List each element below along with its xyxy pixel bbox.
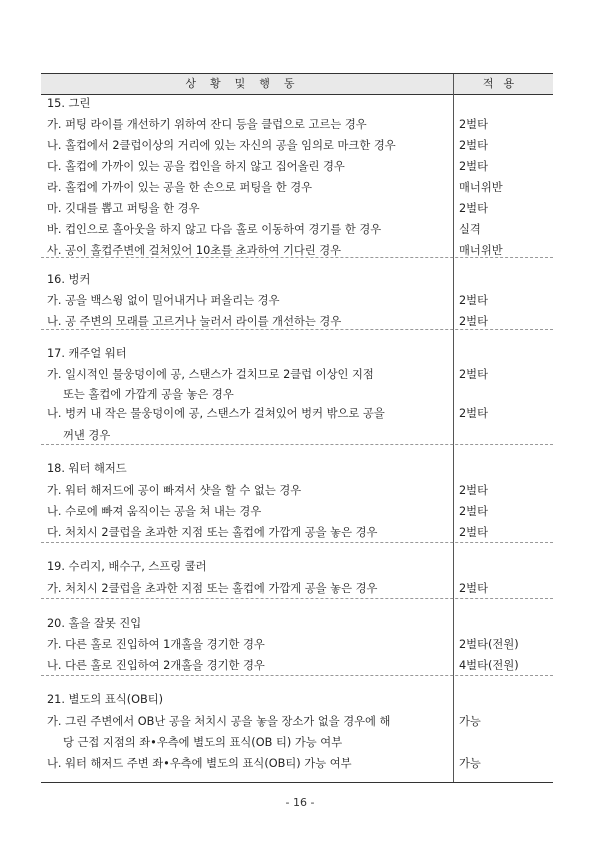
rule-21-2: 나. 워터 해저드 주변 좌•우측에 별도의 표식(OB티) 가능 여부 (47, 757, 352, 770)
rule-16-2: 나. 공 주변의 모래를 고르거나 눌러서 라이를 개선하는 경우 (47, 315, 342, 328)
penalty-17-1: 2벌타 (459, 368, 489, 381)
penalty-17-2: 2벌타 (459, 407, 489, 420)
divider (41, 444, 553, 445)
rules-table (41, 73, 553, 783)
penalty-18-1: 2벌타 (459, 484, 489, 497)
section-18-title: 18. 워터 해저드 (47, 462, 127, 475)
penalty-15-7: 매너위반 (459, 244, 503, 257)
penalty-15-3: 2벌타 (459, 160, 489, 173)
header-situation: 상황및행동 (185, 77, 309, 90)
rule-15-6: 바. 컵인으로 홀아웃을 하지 않고 다음 홀로 이동하여 경기를 한 경우 (47, 223, 382, 236)
rule-15-1: 가. 퍼팅 라이를 개선하기 위하여 잔디 등을 클럽으로 고르는 경우 (47, 118, 367, 131)
penalty-15-6: 실격 (459, 223, 481, 236)
penalty-15-5: 2벌타 (459, 202, 489, 215)
divider (41, 257, 553, 258)
divider (41, 329, 553, 330)
section-15-title: 15. 그린 (47, 97, 91, 110)
page-number: - 16 - (285, 796, 315, 809)
divider (41, 542, 553, 543)
section-16-title: 16. 벙커 (47, 273, 91, 286)
divider (41, 675, 553, 676)
penalty-20-1: 2벌타(전원) (459, 638, 519, 651)
section-19-title: 19. 수리지, 배수구, 스프링 쿨러 (47, 560, 207, 573)
rule-15-4: 라. 홀컵에 가까이 있는 공을 한 손으로 퍼팅을 한 경우 (47, 181, 313, 194)
penalty-15-4: 매너위반 (459, 181, 503, 194)
penalty-20-2: 4벌타(전원) (459, 659, 519, 672)
rule-19-1: 가. 처치시 2클럽을 초과한 지점 또는 홀컵에 가깝게 공을 놓은 경우 (47, 582, 378, 595)
penalty-19-1: 2벌타 (459, 582, 489, 595)
section-21-title: 21. 별도의 표식(OB티) (47, 693, 164, 706)
penalty-21-1: 가능 (459, 715, 481, 728)
rule-21-1: 가. 그린 주변에서 OB난 공을 처치시 공을 놓을 장소가 없을 경우에 해 (47, 715, 391, 728)
penalty-16-2: 2벌타 (459, 315, 489, 328)
rule-17-1-cont: 또는 홀컵에 가깝게 공을 놓은 경우 (63, 388, 234, 401)
rule-16-1: 가. 공을 백스윙 없이 밀어내거나 퍼올리는 경우 (47, 294, 280, 307)
penalty-15-2: 2벌타 (459, 139, 489, 152)
table-header (41, 74, 553, 95)
penalty-15-1: 2벌타 (459, 118, 489, 131)
rule-17-2-cont: 꺼낸 경우 (63, 429, 111, 442)
header-apply: 적용 (482, 77, 525, 90)
penalty-18-3: 2벌타 (459, 526, 489, 539)
rule-15-2: 나. 홀컵에서 2클럽이상의 거리에 있는 자신의 공을 임의로 마크한 경우 (47, 139, 396, 152)
rule-18-1: 가. 워터 해저드에 공이 빠져서 샷을 할 수 없는 경우 (47, 484, 302, 497)
rule-15-5: 마. 깃대를 뽑고 퍼팅을 한 경우 (47, 202, 200, 215)
penalty-21-2: 가능 (459, 757, 481, 770)
rule-18-2: 나. 수로에 빠져 움직이는 공을 쳐 내는 경우 (47, 505, 262, 518)
section-17-title: 17. 캐주얼 워터 (47, 347, 127, 360)
rule-17-2: 나. 벙커 내 작은 물웅덩이에 공, 스탠스가 걸쳐있어 벙커 밖으로 공을 (47, 407, 385, 420)
section-20-title: 20. 홀을 잘못 진입 (47, 617, 142, 630)
penalty-18-2: 2벌타 (459, 505, 489, 518)
rule-20-2: 나. 다른 홀로 진입하여 2개홀을 경기한 경우 (47, 659, 265, 672)
rule-15-7: 사. 공이 홀컵주변에 걸쳐있어 10초를 초과하여 기다린 경우 (47, 244, 342, 257)
penalty-16-1: 2벌타 (459, 294, 489, 307)
rule-15-3: 다. 홀컵에 가까이 있는 공을 컵인을 하지 않고 집어올린 경우 (47, 160, 345, 173)
rule-17-1: 가. 일시적인 물웅덩이에 공, 스탠스가 걸치므로 2클럽 이상인 지점 (47, 368, 374, 381)
rule-18-3: 다. 처치시 2클럽을 초과한 지점 또는 홀컵에 가깝게 공을 놓은 경우 (47, 526, 378, 539)
rule-20-1: 가. 다른 홀로 진입하여 1개홀을 경기한 경우 (47, 638, 265, 651)
divider (41, 598, 553, 599)
rule-21-1-cont: 당 근접 지점의 좌•우측에 별도의 표식(OB 티) 가능 여부 (63, 736, 343, 749)
